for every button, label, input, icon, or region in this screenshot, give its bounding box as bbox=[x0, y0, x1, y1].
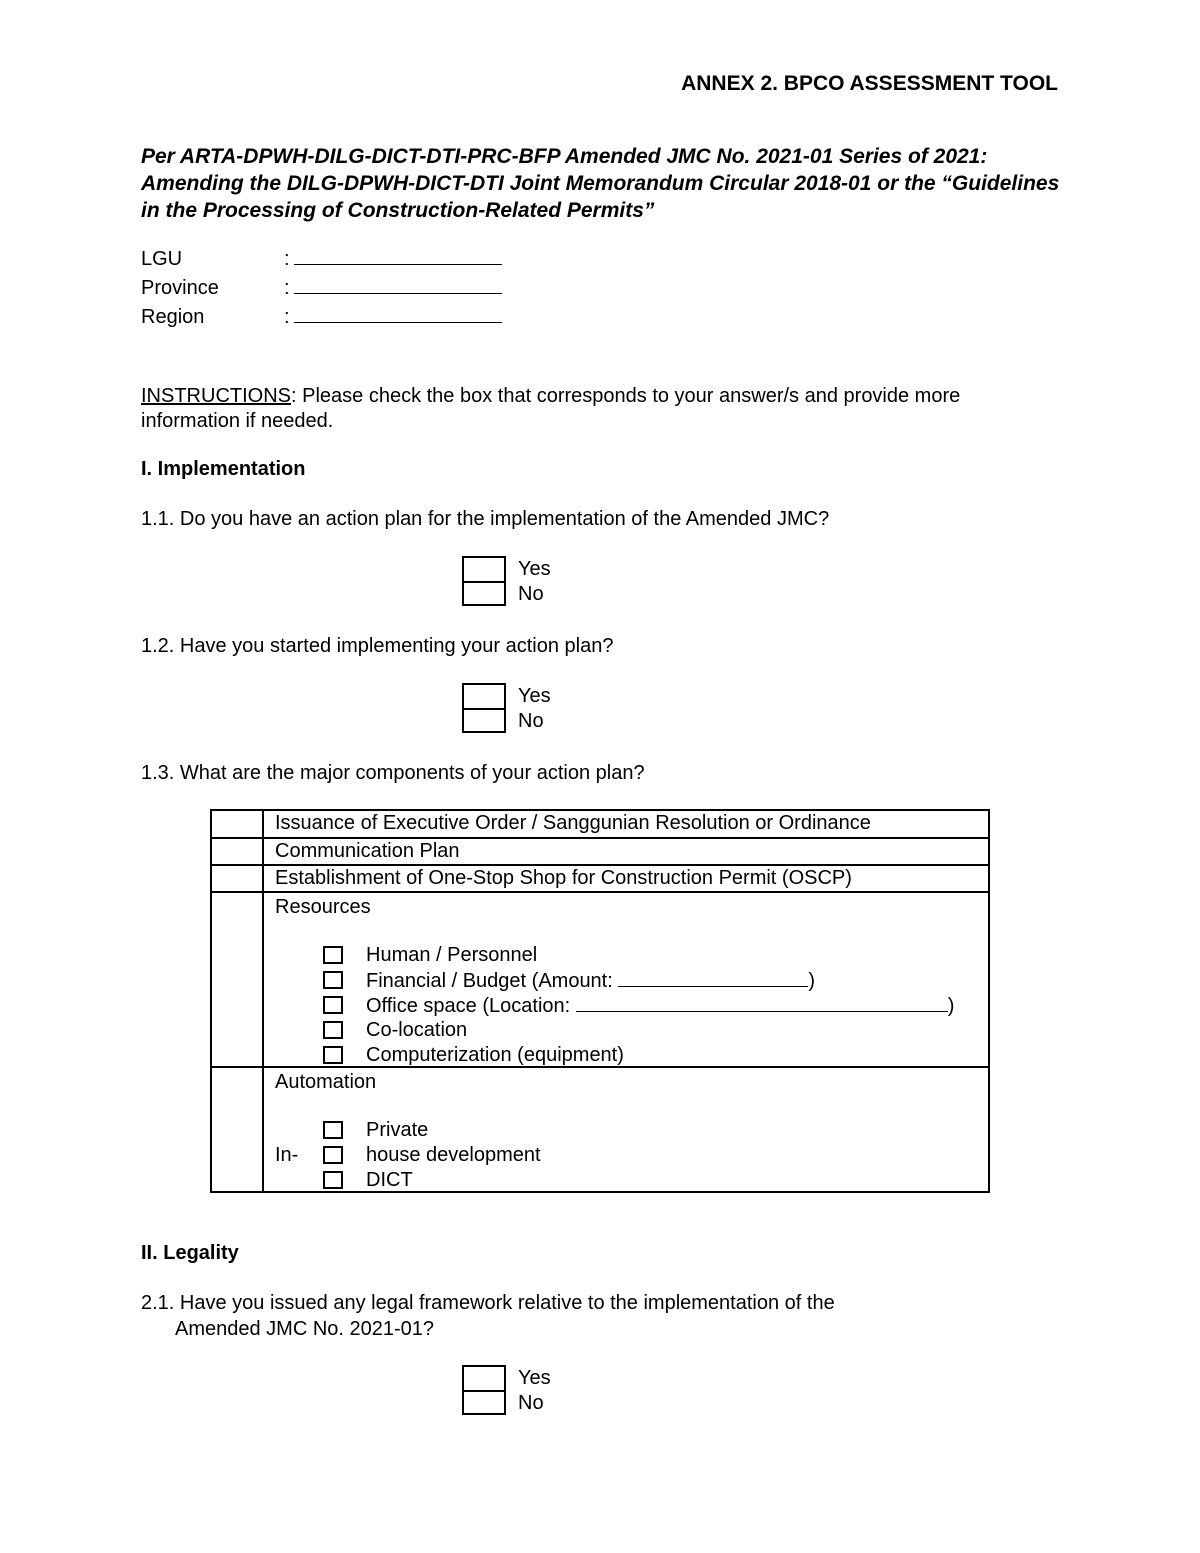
private-label: Private bbox=[366, 1119, 429, 1141]
colocation-label: Co-location bbox=[366, 1019, 468, 1041]
question-2-1-line1: 2.1. Have you issued any legal framework relative to the implementation of the bbox=[141, 1292, 835, 1314]
computerization-checkbox[interactable] bbox=[323, 1046, 343, 1064]
automation-dict bbox=[275, 1168, 988, 1190]
component-checkbox-cell[interactable] bbox=[211, 810, 263, 838]
region-label: Region bbox=[141, 306, 205, 328]
question-1-2-options bbox=[462, 683, 551, 733]
financial-label-text: Financial / Budget (Amount: bbox=[366, 970, 619, 992]
table-row bbox=[211, 838, 989, 865]
inhouse-checkbox[interactable] bbox=[323, 1146, 343, 1164]
lgu-label: LGU bbox=[141, 248, 183, 270]
lgu-colon: : bbox=[284, 248, 290, 270]
office-checkbox[interactable] bbox=[323, 996, 343, 1014]
resource-colocation bbox=[275, 1018, 988, 1043]
province-blank-line[interactable] bbox=[294, 277, 502, 294]
table-row bbox=[211, 810, 989, 838]
no-label: No bbox=[518, 710, 544, 732]
instructions-label: INSTRUCTIONS bbox=[141, 385, 291, 407]
table-row bbox=[211, 865, 989, 892]
component-checkbox-cell[interactable] bbox=[211, 892, 263, 1067]
automation-title: Automation bbox=[275, 1071, 377, 1093]
component-label: Establishment of One-Stop Shop for Construction Permit (OSCP) bbox=[263, 865, 989, 892]
resource-financial bbox=[275, 968, 988, 993]
human-checkbox[interactable] bbox=[323, 946, 343, 964]
section-implementation-title: I. Implementation bbox=[141, 458, 306, 480]
lgu-blank-line[interactable] bbox=[294, 248, 502, 265]
colocation-checkbox[interactable] bbox=[323, 1021, 343, 1039]
component-checkbox-cell[interactable] bbox=[211, 865, 263, 892]
automation-private bbox=[275, 1118, 988, 1143]
component-label: Communication Plan bbox=[263, 838, 989, 865]
province-label: Province bbox=[141, 277, 219, 299]
in-prefix: In- bbox=[275, 1144, 299, 1166]
no-label: No bbox=[518, 583, 544, 605]
inhouse-label: house development bbox=[366, 1144, 541, 1166]
amount-blank[interactable] bbox=[618, 968, 808, 987]
office-label bbox=[366, 993, 954, 1018]
instructions bbox=[141, 384, 1061, 434]
instructions-text: : Please check the box that corresponds to your answer/s and provide more information if needed. bbox=[141, 385, 961, 432]
financial-close: ) bbox=[808, 970, 816, 992]
resource-computerization bbox=[275, 1043, 988, 1065]
question-2-1-options bbox=[462, 1365, 551, 1415]
question-2-1-line2: Amended JMC No. 2021-01? bbox=[175, 1318, 435, 1340]
automation-inhouse bbox=[275, 1143, 988, 1168]
dict-label: DICT bbox=[366, 1169, 413, 1191]
document-subtitle: Per ARTA-DPWH-DILG-DICT-DTI-PRC-BFP Amended JMC No. 2021-01 Series of 2021: Amending the DILG-DPWH-DICT-DTI Joint Memorandum Circular 2018-01 or the “Guidelines in the Processing of Construction-Related Permits” bbox=[141, 145, 1060, 222]
yes-no-checkbox-pair[interactable] bbox=[462, 1365, 506, 1415]
question-1-3: 1.3. What are the major components of your action plan? bbox=[141, 762, 645, 784]
no-label: No bbox=[518, 1392, 544, 1414]
component-label: Issuance of Executive Order / Sanggunian Resolution or Ordinance bbox=[263, 810, 989, 838]
table-row bbox=[211, 1067, 989, 1192]
dict-checkbox[interactable] bbox=[323, 1171, 343, 1189]
question-1-1: 1.1. Do you have an action plan for the implementation of the Amended JMC? bbox=[141, 508, 830, 530]
office-close: ) bbox=[947, 995, 955, 1017]
region-blank-line[interactable] bbox=[294, 306, 502, 323]
section-legality-title: II. Legality bbox=[141, 1242, 239, 1264]
yes-label: Yes bbox=[518, 558, 551, 580]
automation-cell bbox=[263, 1067, 989, 1192]
component-checkbox-cell[interactable] bbox=[211, 838, 263, 865]
financial-label bbox=[366, 968, 815, 993]
region-colon: : bbox=[284, 306, 290, 328]
annex-title: ANNEX 2. BPCO ASSESSMENT TOOL bbox=[681, 72, 1058, 95]
question-1-1-options bbox=[462, 556, 551, 606]
financial-checkbox[interactable] bbox=[323, 971, 343, 989]
components-table bbox=[210, 809, 990, 1193]
resources-title: Resources bbox=[275, 896, 371, 918]
component-checkbox-cell[interactable] bbox=[211, 1067, 263, 1192]
lgu-field[interactable] bbox=[284, 248, 502, 271]
office-label-text: Office space (Location: bbox=[366, 995, 576, 1017]
province-colon: : bbox=[284, 277, 290, 299]
yes-no-checkbox-pair[interactable] bbox=[462, 683, 506, 733]
human-label: Human / Personnel bbox=[366, 944, 538, 966]
yes-no-checkbox-pair[interactable] bbox=[462, 556, 506, 606]
yes-label: Yes bbox=[518, 685, 551, 707]
resource-office bbox=[275, 993, 988, 1018]
resource-human bbox=[275, 943, 988, 968]
province-field[interactable] bbox=[284, 277, 502, 300]
computerization-label: Computerization (equipment) bbox=[366, 1044, 624, 1066]
region-field[interactable] bbox=[284, 306, 502, 329]
yes-label: Yes bbox=[518, 1367, 551, 1389]
location-blank[interactable] bbox=[576, 993, 948, 1012]
resources-cell bbox=[263, 892, 989, 1067]
question-1-2: 1.2. Have you started implementing your action plan? bbox=[141, 635, 614, 657]
table-row bbox=[211, 892, 989, 1067]
private-checkbox[interactable] bbox=[323, 1121, 343, 1139]
